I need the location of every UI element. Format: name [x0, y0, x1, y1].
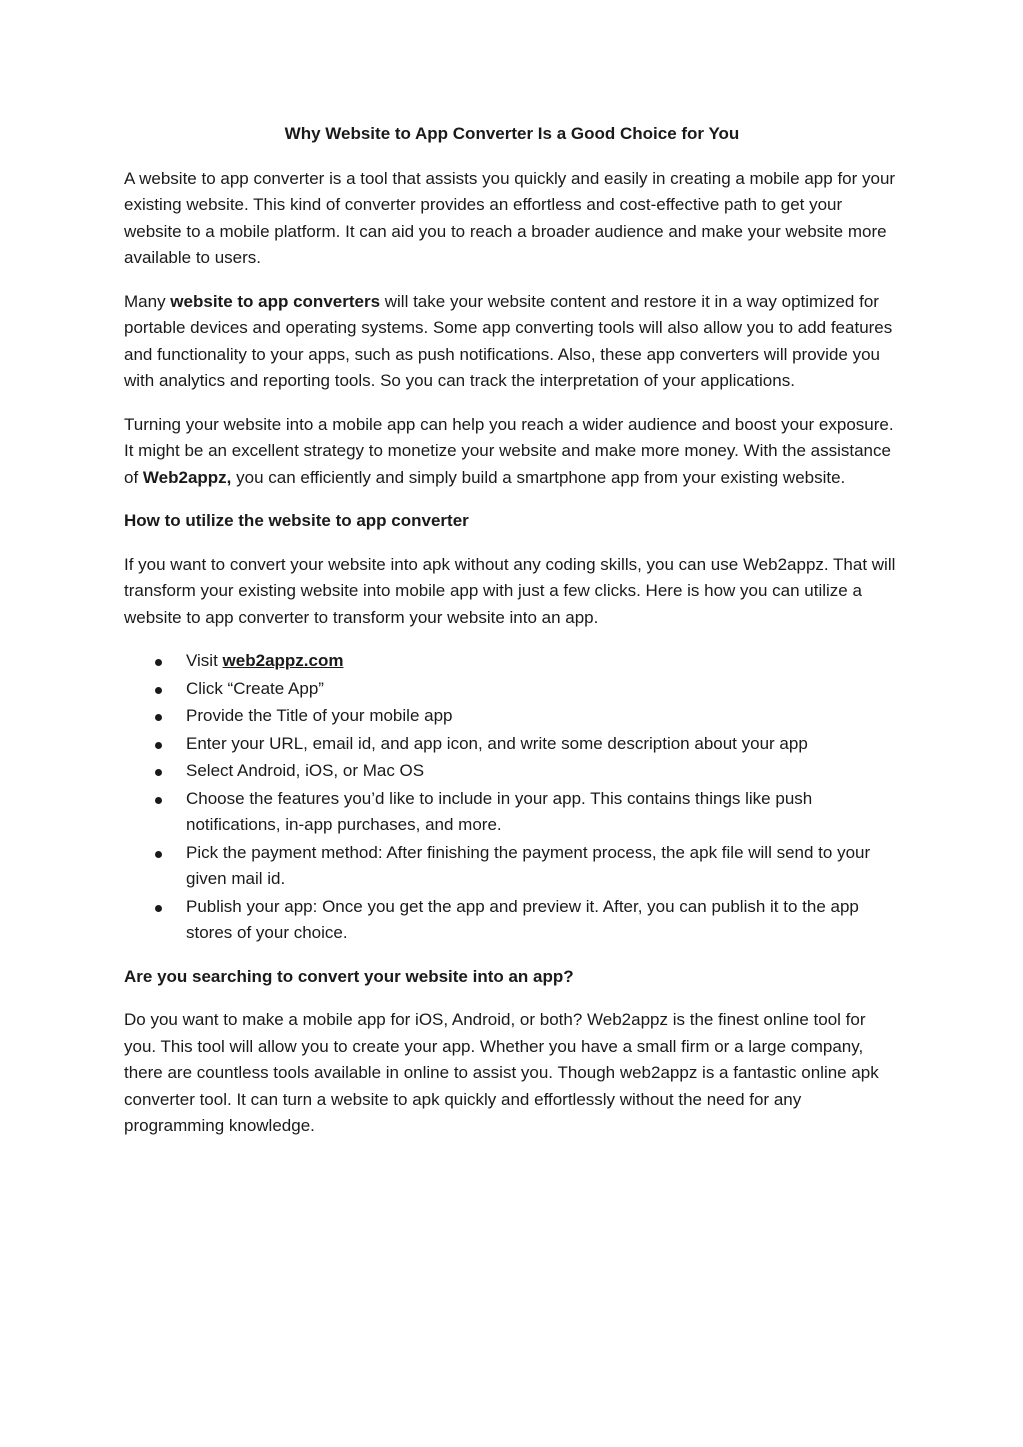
- step-visit-prefix: Visit: [186, 651, 223, 670]
- page-title: Why Website to App Converter Is a Good Choice for You: [284, 124, 740, 143]
- converters-paragraph-suffix: will take your website content and restore it in a way optimized for portable devices and operating systems. Some app converting tools will also allow you to add features and functionality to your apps, such as push notifications. Also, these app converters will provide you with analytics and reporting tools. So you can track the interpretation of your applications.: [124, 291, 893, 390]
- list-item: [124, 758, 900, 785]
- document-body: [124, 121, 900, 1157]
- bullet-icon: [155, 742, 162, 749]
- bullet-icon: [155, 851, 162, 858]
- converters-paragraph-bold: website to app converters: [170, 291, 381, 311]
- step-text: Pick the payment method: After finishing the payment process, the apk file will send to your given mail id.: [186, 842, 871, 888]
- steps-list: [124, 648, 900, 947]
- step-text: Enter your URL, email id, and app icon, and write some description about your app: [186, 733, 808, 753]
- list-item: [124, 676, 900, 703]
- bullet-icon: [155, 714, 162, 721]
- step-text: Select Android, iOS, or Mac OS: [186, 761, 425, 780]
- audience-paragraph-bold: Web2appz,: [142, 467, 232, 487]
- closing-paragraph: Do you want to make a mobile app for iOS, Android, or both? Web2appz is the finest online tool for you. This tool will allow you to create your app. Whether you have a small firm or a large company, there are countless tools available in online to assist you. Though web2appz is a fantastic online apk converter tool. It can turn a website to apk quickly and effortlessly without the need for any programming knowledge.: [124, 1010, 879, 1135]
- web2appz-link[interactable]: web2appz.com: [222, 651, 344, 670]
- bullet-icon: [155, 905, 162, 912]
- step-text: Provide the Title of your mobile app: [186, 706, 453, 725]
- bullet-icon: [155, 659, 162, 666]
- converters-paragraph-prefix: Many: [124, 291, 171, 311]
- bullet-icon: [155, 687, 162, 694]
- converters-paragraph: [124, 289, 900, 395]
- section-heading-searching: Are you searching to convert your website into an app?: [124, 966, 574, 986]
- intro-paragraph: A website to app converter is a tool that assists you quickly and easily in creating a mobile app for your existing website. This kind of converter provides an effortless and cost-effective path to get your website to a mobile platform. It can aid you to reach a broader audience and make your website more available to users.: [124, 168, 896, 267]
- bullet-icon: [155, 797, 162, 804]
- list-item: [124, 840, 900, 893]
- list-item: [124, 731, 900, 758]
- how-to-paragraph: If you want to convert your website into apk without any coding skills, you can use Web2appz. That will transform your existing website into mobile app with just a few clicks. Here is how you can utilize a website to app converter to transform your website into an app.: [124, 554, 896, 627]
- list-item: [124, 703, 900, 730]
- audience-paragraph: [124, 412, 900, 492]
- audience-paragraph-prefix: Turning your website into a mobile app can help you reach a wider audience and boost your exposure. It might be an excellent strategy to monetize your website and make more money. With the assistance of: [124, 414, 894, 487]
- step-text: Click “Create App”: [186, 678, 324, 698]
- audience-paragraph-suffix: you can efficiently and simply build a smartphone app from your existing website.: [231, 467, 846, 487]
- list-item: [124, 894, 900, 947]
- step-text: Choose the features you’d like to include in your app. This contains things like push notifications, in-app purchases, and more.: [186, 788, 813, 834]
- section-heading-how-to: How to utilize the website to app converter: [124, 511, 469, 530]
- step-text: Publish your app: Once you get the app and preview it. After, you can publish it to the app stores of your choice.: [186, 896, 859, 942]
- list-item: [124, 786, 900, 839]
- bullet-icon: [155, 769, 162, 776]
- list-item: [124, 648, 900, 675]
